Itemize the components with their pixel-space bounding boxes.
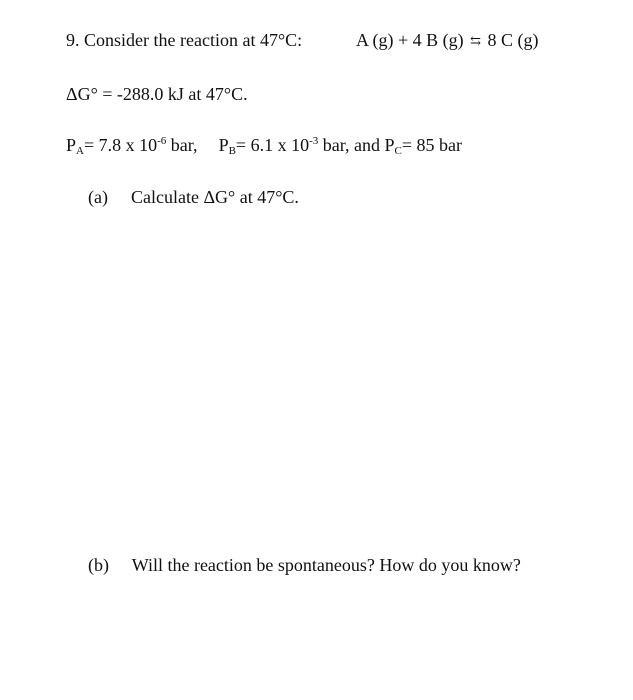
delta-g-statement [66, 85, 248, 103]
pressure-b: $P_B= 6.1$ x $10^{-3}$ bar, and P [218, 135, 395, 157]
pressure-c-sub: C [394, 145, 402, 157]
part-a [88, 188, 299, 206]
part-a-text: Calculate ΔG° at 47°C. [130, 187, 299, 207]
part-b-text: Will the reaction be spontaneous? How do you know? [131, 555, 521, 575]
reaction-reactants: A (g) + 4 B (g) [356, 30, 464, 50]
pressures-line [66, 135, 462, 157]
pressure-a: $P_A= 7.8$ x $10^{-6}$ bar, [66, 135, 198, 157]
part-a-label: (a) [88, 187, 108, 207]
delta-g-text: ΔG° = -288.0 kJ at 47°C. [66, 84, 248, 104]
part-b [88, 556, 521, 574]
question-heading [66, 31, 302, 49]
part-b-label: (b) [88, 555, 109, 575]
question-prefix: 9. Consider the reaction at 47°C: [66, 30, 303, 50]
equilibrium-arrow-icon: ⇆ [470, 33, 482, 48]
reaction-products: 8 C (g) [487, 30, 539, 50]
reaction-equation [356, 31, 539, 49]
pressure-c-value: = 85 bar [401, 135, 462, 155]
